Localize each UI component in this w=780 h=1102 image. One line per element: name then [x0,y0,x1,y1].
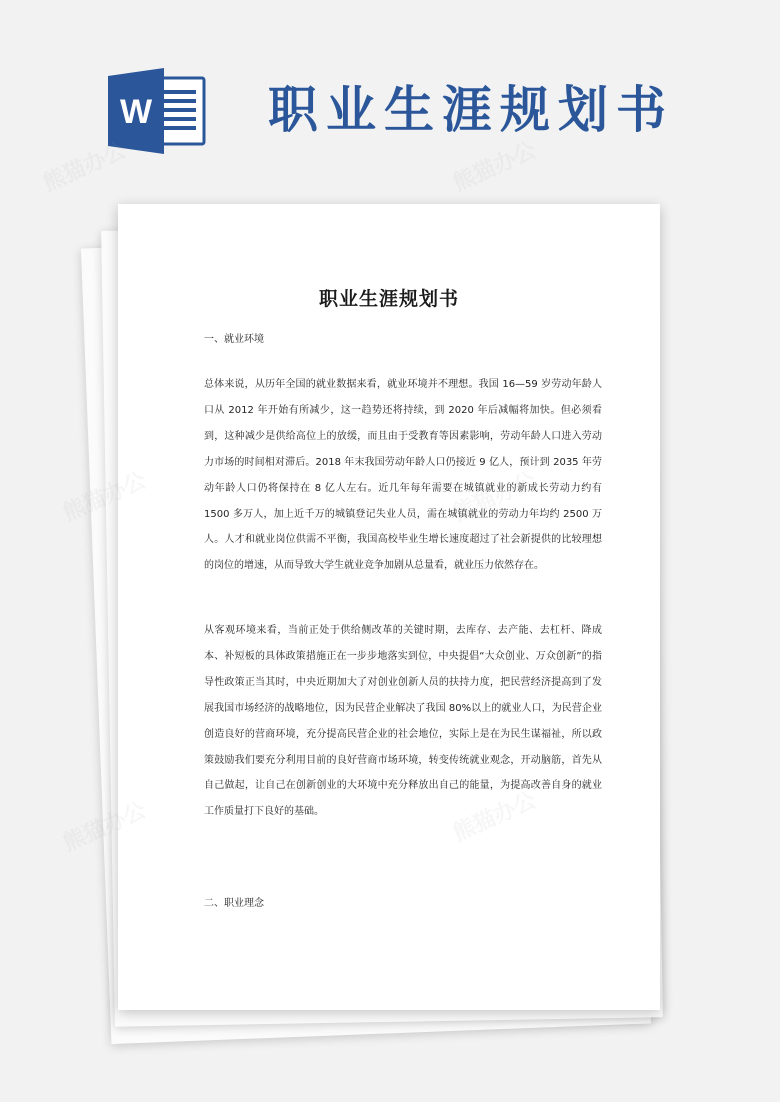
section-heading-career-philosophy: 二、职业理念 [204,898,264,909]
watermark: 熊猫办公 [449,138,541,197]
paragraph-objective-environment: 从客观环境来看，当前正处于供给侧改革的关键时期，去库存、去产能、去杠杆、降成本、补短板的具体政策措施正在一步步地落实到位，中央提倡“大众创业、万众创新”的指导性政策正当其时，中央近期加大了对创业创新人员的扶持力度，把民营经济提高到了发展我国市场经济的战略地位，因为民营企业解决了我国 80%以上的就业人口，为民营企业创造良好的营商环境，充分提高民营企业的社会地位，实际上是在为民生谋福祉，所以政策鼓励我们要充分利用目前的良好营商市场环境，转变传统就业观念，开动脑筋，首先从自己做起，让自己在创新创业的大环境中充分释放出自己的能量，为提高改善自身的就业工作质量打下良好的基础。 [204,625,602,818]
word-document-icon [108,68,208,154]
document-title: 职业生涯规划书 [318,288,459,310]
section-heading-employment-environment: 一、就业环境 [204,334,264,345]
document-page [118,204,660,1010]
banner-title: 职业生涯规划书 [268,81,674,139]
watermark: 熊猫办公 [39,138,131,197]
word-logo-letter: W [119,93,153,131]
paragraph-employment-data: 总体来说，从历年全国的就业数据来看，就业环境并不理想。我国 16—59 岁劳动年龄人口从 2012 年开始有所减少，这一趋势还将持续，到 2020 年后减幅将加快。但必须看到，这种减少是供给高位上的放缓，而且由于受教育等因素影响，劳动年龄人口进入劳动力市场的时间相对滞后。2018 年末我国劳动年龄人口仍接近 9 亿人，预计到 2035 年劳动年龄人口仍将保持在 8 亿人左右。近几年每年需要在城镇就业的新成长劳动力约有 1500 多万人，加上近千万的城镇登记失业人员，需在城镇就业的劳动力年均约 2500 万人。人才和就业岗位供需不平衡，我国高校毕业生增长速度超过了社会新提供的比较理想的岗位的增速，从而导致大学生就业竞争加剧从总量看，就业压力依然存在。 [204,379,602,572]
word-logo [108,68,208,154]
